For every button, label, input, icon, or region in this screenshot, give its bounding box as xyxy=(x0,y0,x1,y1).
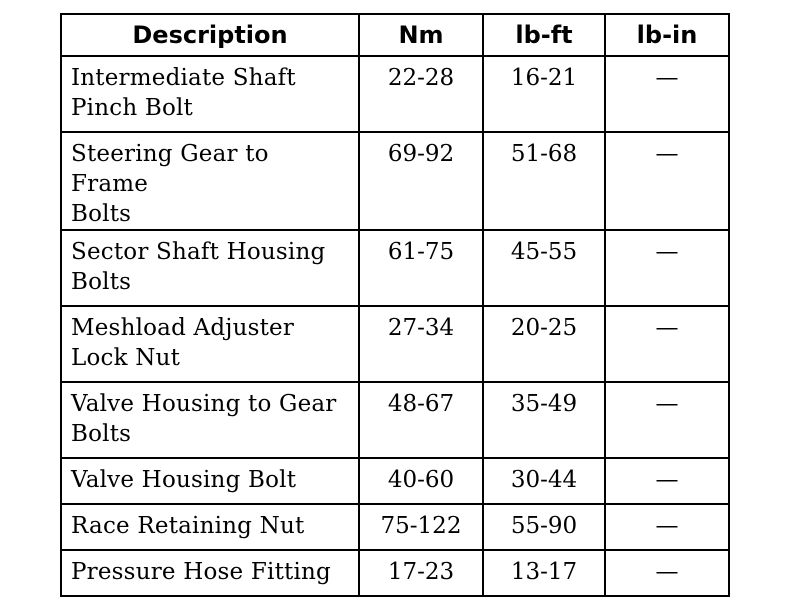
description-line: Valve Housing Bolt xyxy=(71,467,297,493)
table-row xyxy=(61,230,729,306)
table-row xyxy=(61,132,729,230)
lb-in-cell: — xyxy=(605,382,729,458)
description-line: Sector Shaft Housing xyxy=(71,239,326,265)
description-line: Bolts xyxy=(71,421,132,447)
description-line: Intermediate Shaft xyxy=(71,65,296,91)
lb-ft-cell: 45-55 xyxy=(483,230,605,306)
nm-cell: 75-122 xyxy=(359,504,483,550)
description-cell xyxy=(61,132,359,230)
header-row xyxy=(61,14,729,56)
description-line: Bolts xyxy=(71,201,132,227)
table-row xyxy=(61,504,729,550)
nm-cell: 69-92 xyxy=(359,132,483,230)
lb-ft-cell: 20-25 xyxy=(483,306,605,382)
nm-cell: 61-75 xyxy=(359,230,483,306)
lb-ft-cell: 16-21 xyxy=(483,56,605,132)
description-line: Meshload Adjuster xyxy=(71,315,295,341)
description-cell xyxy=(61,56,359,132)
lb-in-cell: — xyxy=(605,132,729,230)
header-lb-ft: lb-ft xyxy=(483,14,605,56)
nm-cell: 40-60 xyxy=(359,458,483,504)
lb-ft-cell: 51-68 xyxy=(483,132,605,230)
header-nm: Nm xyxy=(359,14,483,56)
table-row xyxy=(61,306,729,382)
torque-specifications-table xyxy=(60,13,730,597)
header-lb-in: lb-in xyxy=(605,14,729,56)
table-row xyxy=(61,458,729,504)
description-cell xyxy=(61,382,359,458)
description-line: Pressure Hose Fitting xyxy=(71,559,331,585)
description-line: Lock Nut xyxy=(71,345,181,371)
lb-in-cell: — xyxy=(605,550,729,596)
nm-cell: 48-67 xyxy=(359,382,483,458)
description-cell xyxy=(61,458,359,504)
header-description: Description xyxy=(61,14,359,56)
description-line: Race Retaining Nut xyxy=(71,513,305,539)
lb-ft-cell: 55-90 xyxy=(483,504,605,550)
lb-ft-cell: 35-49 xyxy=(483,382,605,458)
lb-in-cell: — xyxy=(605,230,729,306)
description-cell xyxy=(61,504,359,550)
nm-cell: 22-28 xyxy=(359,56,483,132)
nm-cell: 27-34 xyxy=(359,306,483,382)
description-line: Valve Housing to Gear xyxy=(71,391,337,417)
description-cell xyxy=(61,230,359,306)
lb-ft-cell: 30-44 xyxy=(483,458,605,504)
nm-cell: 17-23 xyxy=(359,550,483,596)
lb-in-cell: — xyxy=(605,306,729,382)
table-row xyxy=(61,550,729,596)
table-row xyxy=(61,56,729,132)
description-line: Bolts xyxy=(71,269,132,295)
description-cell xyxy=(61,550,359,596)
lb-ft-cell: 13-17 xyxy=(483,550,605,596)
description-line: Steering Gear to Frame xyxy=(71,141,269,197)
table-row xyxy=(61,382,729,458)
lb-in-cell: — xyxy=(605,56,729,132)
description-cell xyxy=(61,306,359,382)
lb-in-cell: — xyxy=(605,458,729,504)
description-line: Pinch Bolt xyxy=(71,95,193,121)
lb-in-cell: — xyxy=(605,504,729,550)
